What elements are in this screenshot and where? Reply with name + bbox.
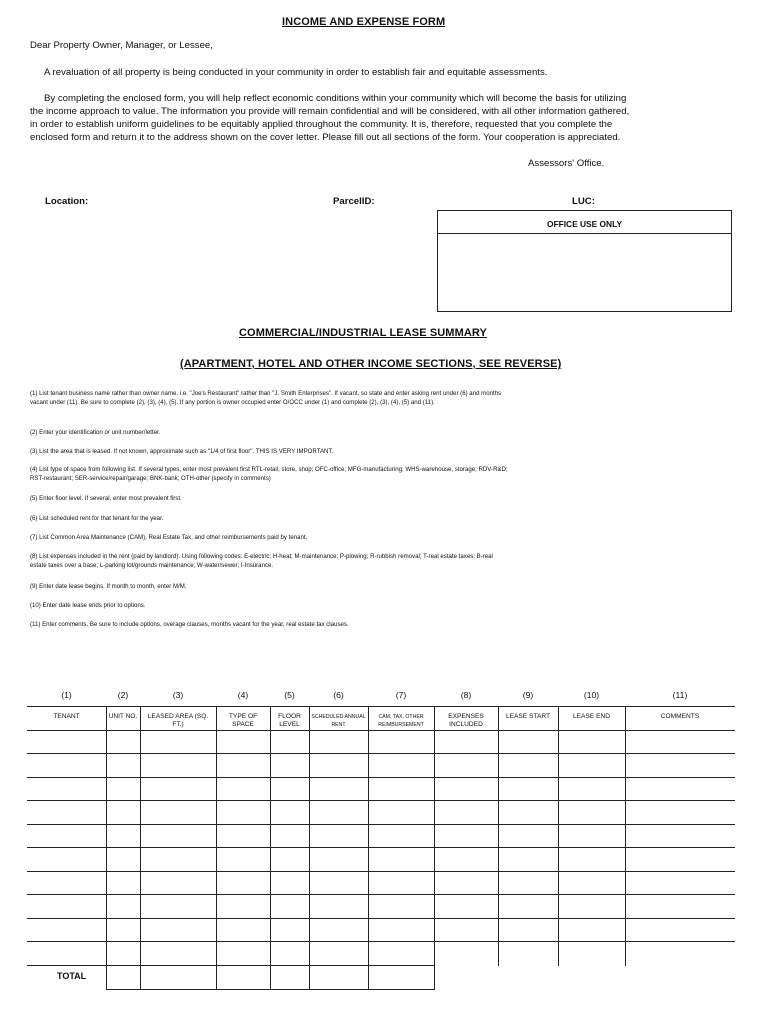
instruction-item-4: (4) List type of space from following list. If several types, enter most prevalent first RTL-retail, store, shop; OFC-office; MFG-manufacturing; WHS-warehouse, storage; RDV-R&D; RST-restaurant; SER-service/repair/garage; BNK-bank; OTH-other (specify in comments) — [30, 466, 508, 483]
table-cell[interactable] — [626, 872, 734, 894]
table-cell[interactable] — [559, 801, 624, 823]
table-cell[interactable] — [271, 825, 308, 847]
column-header: LEASED AREA (SQ. FT.) — [147, 713, 209, 728]
table-cell[interactable] — [559, 848, 624, 870]
table-cell[interactable] — [369, 778, 433, 800]
table-cell[interactable] — [435, 848, 497, 870]
table-cell[interactable] — [435, 801, 497, 823]
table-cell[interactable] — [435, 942, 497, 964]
location-label: Location: — [45, 196, 89, 207]
column-number: (3) — [172, 690, 184, 700]
table-cell[interactable] — [310, 778, 367, 800]
table-cell[interactable] — [559, 754, 624, 776]
table-cell[interactable] — [28, 895, 105, 917]
instruction-item-6: (6) List scheduled rent for that tenant for the year. — [30, 515, 164, 522]
table-cell[interactable] — [499, 848, 557, 870]
column-number: (5) — [284, 690, 295, 700]
table-cell[interactable] — [271, 919, 308, 941]
table-cell[interactable] — [28, 754, 105, 776]
table-cell[interactable] — [559, 919, 624, 941]
table-cell[interactable] — [499, 801, 557, 823]
total-label: TOTAL — [57, 971, 87, 981]
column-number: (8) — [460, 690, 472, 700]
table-cell[interactable] — [626, 919, 734, 941]
table-cell[interactable] — [369, 872, 433, 894]
signature: Assessors' Office. — [528, 158, 605, 169]
table-cell[interactable] — [559, 872, 624, 894]
table-cell[interactable] — [310, 754, 367, 776]
table-cell[interactable] — [217, 942, 269, 964]
table-cell[interactable] — [107, 872, 139, 894]
column-header: FLOOR LEVEL — [278, 713, 301, 728]
column-number: (6) — [333, 690, 344, 700]
column-number: (2) — [117, 690, 129, 700]
table-cell[interactable] — [310, 872, 367, 894]
table-cell[interactable] — [369, 801, 433, 823]
table-cell[interactable] — [107, 825, 139, 847]
table-cell[interactable] — [107, 895, 139, 917]
table-cell[interactable] — [559, 895, 624, 917]
column-number: (9) — [522, 690, 534, 700]
table-cell[interactable] — [141, 754, 215, 776]
table-cell[interactable] — [271, 872, 308, 894]
table-cell[interactable] — [369, 848, 433, 870]
form-title: INCOME AND EXPENSE FORM — [282, 16, 446, 28]
parcel-id-label: ParcelID: — [333, 196, 375, 207]
table-cell[interactable] — [217, 778, 269, 800]
table-cell[interactable] — [28, 825, 105, 847]
table-cell[interactable] — [310, 801, 367, 823]
table-cell[interactable] — [217, 731, 269, 753]
table-cell[interactable] — [559, 942, 624, 964]
instruction-item-7: (7) List Common Area Maintenance (CAM), Real Estate Tax, and other reimbursements paid by tenant. — [30, 534, 308, 541]
table-cell[interactable] — [141, 731, 215, 753]
instruction-item-11: (11) Enter comments. Be sure to include options, overage clauses, months vacant for the year, real estate tax clauses. — [30, 621, 349, 628]
column-header: SCHEDULED ANNUAL RENT — [311, 714, 366, 728]
table-cell[interactable] — [435, 731, 497, 753]
table-cell[interactable] — [107, 801, 139, 823]
table-cell[interactable] — [626, 895, 734, 917]
table-cell[interactable] — [141, 895, 215, 917]
section-subtitle: (APARTMENT, HOTEL AND OTHER INCOME SECTIONS, SEE REVERSE) — [180, 358, 562, 370]
instruction-item-9: (9) Enter date lease begins. If month to month, enter M/M. — [30, 583, 187, 590]
table-cell[interactable] — [499, 895, 557, 917]
table-rule — [27, 706, 735, 707]
table-cell[interactable] — [369, 825, 433, 847]
table-cell[interactable] — [626, 778, 734, 800]
luc-label: LUC: — [572, 196, 595, 207]
column-header: TENANT — [53, 713, 80, 720]
table-cell[interactable] — [107, 731, 139, 753]
table-cell[interactable] — [626, 825, 734, 847]
table-cell[interactable] — [626, 942, 734, 964]
table-cell[interactable] — [499, 754, 557, 776]
table-cell[interactable] — [141, 872, 215, 894]
table-cell[interactable] — [141, 942, 215, 964]
table-cell[interactable] — [559, 778, 624, 800]
table-cell[interactable] — [217, 895, 269, 917]
table-cell[interactable] — [28, 848, 105, 870]
table-cell[interactable] — [107, 754, 139, 776]
table-cell[interactable] — [310, 895, 367, 917]
column-header: CAM, TAX, OTHER REIMBURSEMENT — [378, 714, 424, 728]
column-header: UNIT NO. — [108, 713, 138, 720]
table-cell[interactable] — [626, 754, 734, 776]
column-header: TYPE OF SPACE — [228, 713, 258, 728]
section-title: COMMERCIAL/INDUSTRIAL LEASE SUMMARY — [239, 327, 487, 339]
table-cell[interactable] — [217, 848, 269, 870]
column-number: (1) — [61, 690, 72, 700]
table-cell[interactable] — [369, 942, 433, 964]
column-number: (4) — [237, 690, 249, 700]
salutation: Dear Property Owner, Manager, or Lessee, — [30, 40, 213, 51]
table-cell[interactable] — [499, 731, 557, 753]
column-header: EXPENSES INCLUDED — [448, 713, 484, 728]
table-cell[interactable] — [435, 825, 497, 847]
table-cell[interactable] — [626, 801, 734, 823]
instruction-item-5: (5) Enter floor level. If several, enter most prevalent first. — [30, 495, 182, 502]
instruction-item-1: (1) List tenant business name rather than owner name. i.e. "Joe's Restaurant" rather than "J. Smith Enterprises". If vacant, so state and enter asking rent under (6) and months vacant under (11). Be sure to complete (2), (3), (4), (5). If any portion is owner occupied enter O/OCC under (1) and complete (2), (3), (4), (5) and (11). — [30, 390, 502, 407]
table-cell[interactable] — [435, 919, 497, 941]
table-cell[interactable] — [310, 825, 367, 847]
table-cell[interactable] — [435, 778, 497, 800]
table-cell[interactable] — [28, 778, 105, 800]
table-cell[interactable] — [271, 731, 308, 753]
table-cell[interactable] — [28, 731, 105, 753]
table-cell[interactable] — [499, 778, 557, 800]
table-cell[interactable] — [141, 778, 215, 800]
table-rule — [27, 965, 434, 966]
column-number: (10) — [583, 690, 600, 700]
table-cell[interactable] — [141, 919, 215, 941]
table-cell[interactable] — [28, 872, 105, 894]
table-cell[interactable] — [28, 801, 105, 823]
table-cell[interactable] — [107, 942, 139, 964]
table-cell[interactable] — [435, 872, 497, 894]
table-cell[interactable] — [369, 895, 433, 917]
instruction-item-10: (10) Enter date lease ends prior to options. — [30, 602, 146, 609]
table-cell[interactable] — [217, 754, 269, 776]
table-cell[interactable] — [559, 731, 624, 753]
table-cell[interactable] — [217, 825, 269, 847]
table-cell[interactable] — [435, 754, 497, 776]
table-cell[interactable] — [28, 942, 105, 964]
table-cell[interactable] — [369, 731, 433, 753]
table-cell[interactable] — [310, 919, 367, 941]
instructions-paragraph: By completing the enclosed form, you will help reflect economic conditions within your community which will become the basis for utilizing the income approach to value. The information you provide will remain confidential and will be considered, with all other information gathered, in order to establish uniform guidelines to be equitably applied throughout the community. It is, therefore, requested that you complete the enclosed form and return it to the address shown on the cover letter. Please fill out all sections of the form. Your cooperation is appreciated. — [30, 93, 630, 143]
table-cell[interactable] — [626, 848, 734, 870]
instruction-item-8: (8) List expenses included in the rent (paid by landlord). Using following codes: E-electric; H-heat; M-maintenance; P-plowing; R-rubbish removal; T-real estate taxes; B-real estate taxes over a base; L-parking lot/grounds maintenance; W-water/sewer; I-Insurance. — [30, 553, 493, 570]
table-cell[interactable] — [271, 801, 308, 823]
table-cell[interactable] — [217, 919, 269, 941]
table-cell[interactable] — [271, 942, 308, 964]
table-cell[interactable] — [310, 731, 367, 753]
column-header: LEASE START — [505, 713, 551, 720]
table-cell[interactable] — [271, 754, 308, 776]
table-cell[interactable] — [559, 825, 624, 847]
table-cell[interactable] — [310, 848, 367, 870]
intro-paragraph: A revaluation of all property is being conducted in your community in order to establish fair and equitable assessments. — [44, 67, 548, 78]
instruction-item-3: (3) List the area that is leased. If not known, approximate such as "1/4 of first floor". THIS IS VERY IMPORTANT. — [30, 448, 334, 455]
table-cell[interactable] — [369, 754, 433, 776]
column-number: (7) — [395, 690, 407, 700]
table-cell[interactable] — [271, 778, 308, 800]
table-cell[interactable] — [626, 731, 734, 753]
table-cell[interactable] — [369, 919, 433, 941]
column-header: COMMENTS — [660, 713, 700, 720]
table-cell[interactable] — [217, 801, 269, 823]
column-header: LEASE END — [572, 713, 610, 720]
table-cell[interactable] — [435, 895, 497, 917]
table-cell[interactable] — [141, 825, 215, 847]
table-cell[interactable] — [107, 848, 139, 870]
table-cell[interactable] — [499, 825, 557, 847]
table-cell[interactable] — [310, 942, 367, 964]
table-cell[interactable] — [271, 848, 308, 870]
table-cell[interactable] — [28, 919, 105, 941]
table-cell[interactable] — [271, 895, 308, 917]
table-cell[interactable] — [499, 919, 557, 941]
table-cell[interactable] — [107, 778, 139, 800]
table-cell[interactable] — [499, 942, 557, 964]
table-cell[interactable] — [141, 801, 215, 823]
table-cell[interactable] — [499, 872, 557, 894]
table-cell[interactable] — [107, 919, 139, 941]
instruction-item-2: (2) Enter your identification or unit number/letter. — [30, 429, 161, 436]
table-cell[interactable] — [217, 872, 269, 894]
office-use-heading: OFFICE USE ONLY — [438, 211, 731, 234]
table-cell[interactable] — [141, 848, 215, 870]
column-number: (11) — [672, 690, 688, 700]
